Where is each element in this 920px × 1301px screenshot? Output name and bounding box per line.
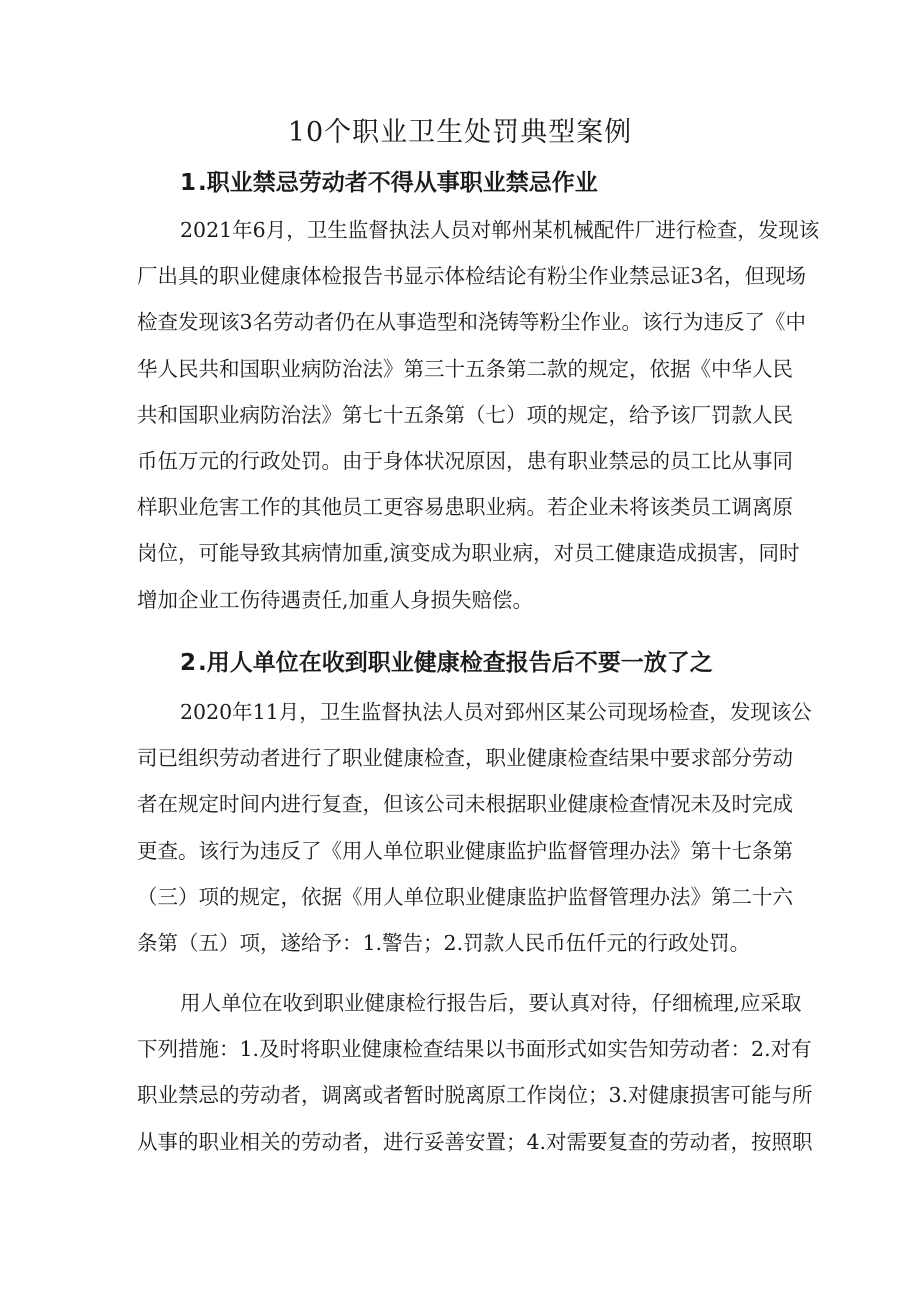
paragraph-line: 增加企业工伤待遇责任,加重人身损失赔偿。 <box>137 587 534 612</box>
section-1-heading-text: .职业禁忌劳动者不得从事职业禁忌作业 <box>198 170 598 196</box>
section-1-heading <box>180 166 598 200</box>
paragraph-line: 币伍万元的行政处罚。由于身体状况原因，患有职业禁忌的员工比从事同 <box>137 448 793 473</box>
paragraph-line: 者在规定时间内进行复查，但该公司未根据职业健康检查情况未及时完成 <box>137 792 793 817</box>
paragraph-line: 华人民共和国职业病防治法》第三十五条第二款的规定，依据《中华人民 <box>137 356 793 381</box>
paragraph-line: 共和国职业病防治法》第七十五条第（七）项的规定，给予该厂罚款人民 <box>137 402 793 427</box>
paragraph-line: 2021年6月，卫生监督执法人员对郸州某机械配件厂进行检查，发现该 <box>180 218 820 242</box>
paragraph-line: 厂出具的职业健康体检报告书显示体检结论有粉尘作业禁忌证3名，但现场 <box>137 264 807 289</box>
section-2-heading <box>180 646 713 680</box>
section-2-paragraph-1 <box>137 689 812 966</box>
section-2-number: 2 <box>180 650 197 676</box>
paragraph-line: 条第（五）项，遂给予：1.警告；2.罚款人民币伍仟元的行政处罚。 <box>137 930 751 955</box>
section-1-number: 1 <box>180 170 197 196</box>
paragraph-line: 岗位，可能导致其病情加重,演变成为职业病，对员工健康造成损害，同时 <box>137 541 800 566</box>
document-title: 10个职业卫生处罚典型案例 <box>287 117 633 148</box>
paragraph-line: 更查。该行为违反了《用人单位职业健康监护监督管理办法》第十七条第 <box>137 838 793 863</box>
section-2-paragraph-2 <box>137 980 813 1165</box>
paragraph-line: （三）项的规定，依据《用人单位职业健康监护监督管理办法》第二十六 <box>137 884 793 909</box>
paragraph-line: 从事的职业相关的劳动者，进行妥善安置；4.对需要复查的劳动者，按照职 <box>137 1129 813 1154</box>
paragraph-line: 2020年11月，卫生监督执法人员对郅州区某公司现场检查，发现该公 <box>180 700 812 724</box>
paragraph-line: 样职业危害工作的其他员工更容易患职业病。若企业未将该类员工调离原 <box>137 495 793 520</box>
paragraph-line: 下列措施：1.及时将职业健康检查结果以书面形式如实告知劳动者：2.对有 <box>137 1037 812 1062</box>
paragraph-line: 职业禁忌的劳动者，调离或者暂时脱离原工作岗位；3.对健康损害可能与所 <box>137 1083 813 1108</box>
section-2-heading-text: .用人单位在收到职业健康检查报告后不要一放了之 <box>198 650 713 676</box>
paragraph-line: 司已组织劳动者进行了职业健康检查，职业健康检查结果中要求部分劳动 <box>137 746 793 771</box>
paragraph-line: 用人单位在收到职业健康检行报告后，要认真对待，仔细梳理,应采取 <box>180 991 802 1015</box>
paragraph-line: 检查发现该3名劳动者仍在从事造型和浇铸等粉尘作业。该行为违反了《中 <box>137 310 807 335</box>
section-1-paragraph <box>137 207 820 623</box>
